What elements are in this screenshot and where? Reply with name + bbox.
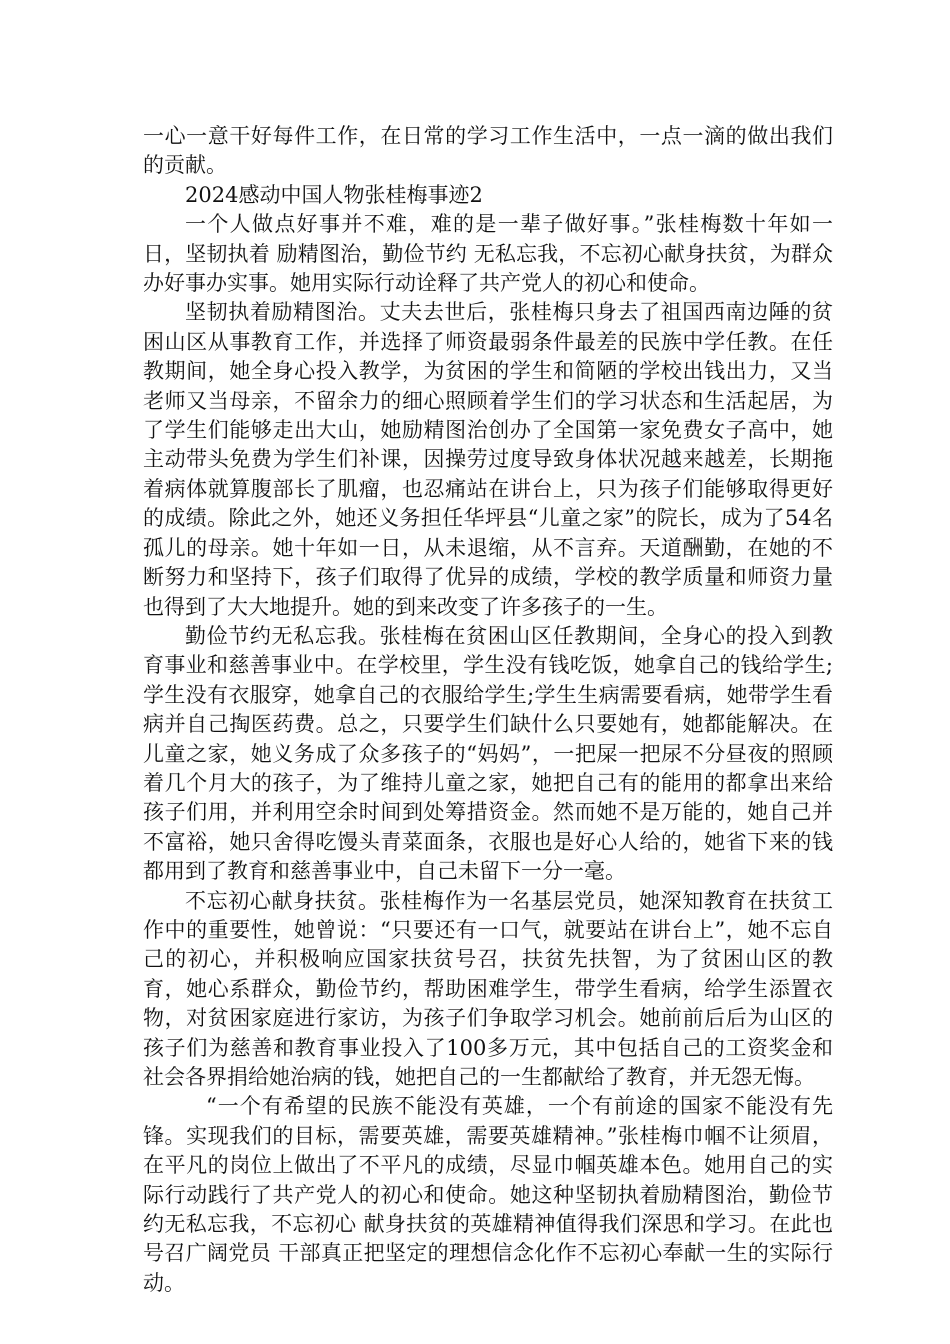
paragraph-frugality: 勤俭节约无私忘我。张桂梅在贫困山区任教期间，全身心的投入到教育事业和慈善事业中。在学校里，学生没有钱吃饭，她拿自己的钱给学生;学生没有衣服穿，她拿自己的衣服给学生;学生生病需要看病，她带学生看病并自己掏医药费。总之，只要学生们缺什么只要她有，她都能解决。在儿童之家，她义务成了众多孩子的“妈妈”，一把屎一把尿不分昼夜的照顾着几个月大的孩子，为了维持儿童之家，她把自己有的能用的都拿出来给孩子们用，并利用空余时间到处筹措资金。然而她不是万能的，她自己并不富裕，她只舍得吃馒头青菜面条，衣服也是好心人给的，她省下来的钱都用到了教育和慈善事业中，自己未留下一分一毫。: [143, 623, 833, 884]
paragraph-perseverance: 坚韧执着励精图治。丈夫去世后，张桂梅只身去了祖国西南边陲的贫困山区从事教育工作，并选择了师资最弱条件最差的民族中学任教。在任教期间，她全身心投入教学，为贫困的学生和简陋的学校出钱出力，又当老师又当母亲，不留余力的细心照顾着学生们的学习状态和生活起居，为了学生们能够走出大山，她励精图治创办了全国第一家免费女子高中，她主动带头免费为学生们补课，因操劳过度导致身体状况越来越差，长期拖着病体就算腹部长了肌瘤，也忍痛站在讲台上，只为孩子们能够取得更好的成绩。除此之外，她还义务担任华坪县“儿童之家”的院长，成为了54名孤儿的母亲。她十年如一日，从未退缩，从不言弃。天道酬勤，在她的不断努力和坚持下，孩子们取得了优异的成绩，学校的教学质量和师资力量也得到了大大地提升。她的到来改变了许多孩子的一生。: [143, 300, 833, 619]
paragraph-continuation: 一心一意干好每件工作，在日常的学习工作生活中，一点一滴的做出我们的贡献。: [143, 124, 833, 178]
section-title: 2024感动中国人物张桂梅事迹2: [185, 182, 483, 207]
document-body: [143, 122, 833, 1298]
paragraph-intro: 一个人做点好事并不难，难的是一辈子做好事。”张桂梅数十年如一日，坚韧执着 励精图治，勤俭节约 无私忘我，不忘初心献身扶贫，为群众办好事办实事。她用实际行动诠释了共产党人的初心和使命。: [143, 212, 833, 296]
paragraph-conclusion: “一个有希望的民族不能没有英雄，一个有前途的国家不能没有先锋。实现我们的目标，需要英雄，需要英雄精神。”张桂梅巾帼不让须眉，在平凡的岗位上做出了不平凡的成绩，尽显巾帼英雄本色。她用自己的实际行动践行了共产党人的初心和使命。她这种坚韧执着励精图治，勤俭节约无私忘我，不忘初心 献身扶贫的英雄精神值得我们深思和学习。在此也号召广阔党员 干部真正把坚定的理想信念化作不忘初心奉献一生的实际行动。: [143, 1094, 833, 1295]
paragraph-poverty-alleviation: 不忘初心献身扶贫。张桂梅作为一名基层党员，她深知教育在扶贫工作中的重要性，她曾说：“只要还有一口气，就要站在讲台上”，她不忘自己的初心，并积极响应国家扶贫号召，扶贫先扶智，为了贫困山区的教育，她心系群众，勤俭节约，帮助困难学生，带学生看病，给学生添置衣物，对贫困家庭进行家访，为孩子们争取学习机会。她前前后后为山区的孩子们为慈善和教育事业投入了100多万元，其中包括自己的工资奖金和社会各界捐给她治病的钱，她把自己的一生都献给了教育，并无怨无悔。: [143, 888, 833, 1089]
